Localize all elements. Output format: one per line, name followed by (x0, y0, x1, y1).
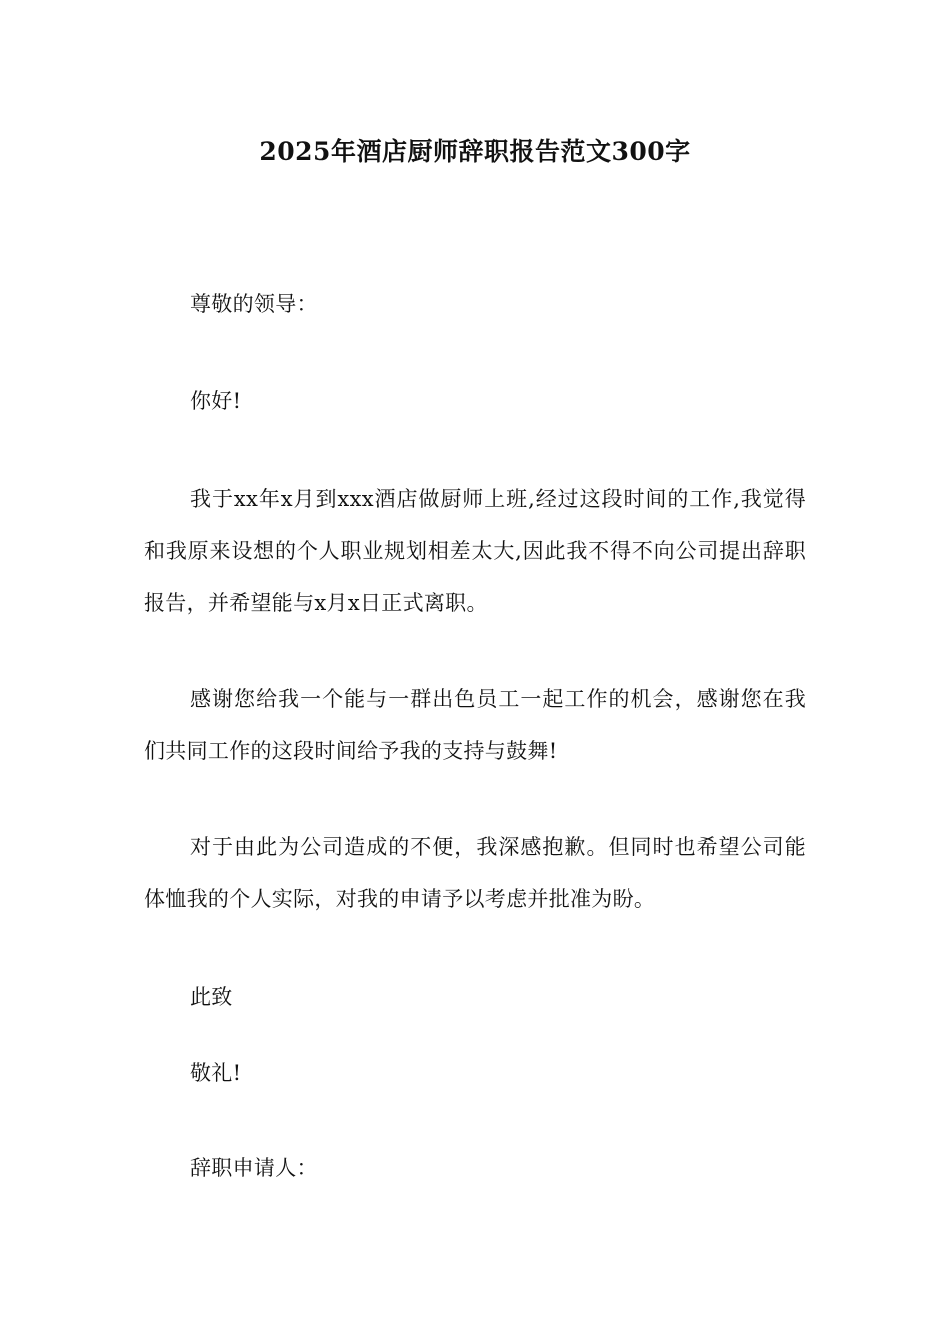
document-title: 2025年酒店厨师辞职报告范文300字 (259, 137, 691, 166)
body-paragraph-thanks: 感谢您给我一个能与一群出色员工一起工作的机会，感谢您在我们共同工作的这段时间给予我的支持与鼓舞! (144, 687, 806, 763)
greeting: 你好! (190, 389, 242, 413)
body-paragraph-reason: 我于xx年x月到xxx酒店做厨师上班,经过这段时间的工作,我觉得和我原来设想的个人职业规划相差太大,因此我不得不向公司提出辞职报告，并希望能与x月x日正式离职。 (144, 487, 806, 615)
closing-salute: 敬礼! (190, 1061, 242, 1085)
salutation: 尊敬的领导： (190, 292, 318, 316)
body-paragraph-apology: 对于由此为公司造成的不便，我深感抱歉。但同时也希望公司能体恤我的个人实际，对我的申请予以考虑并批准为盼。 (144, 835, 806, 911)
signature-label: 辞职申请人： (190, 1156, 318, 1180)
closing-line: 此致 (190, 985, 233, 1009)
